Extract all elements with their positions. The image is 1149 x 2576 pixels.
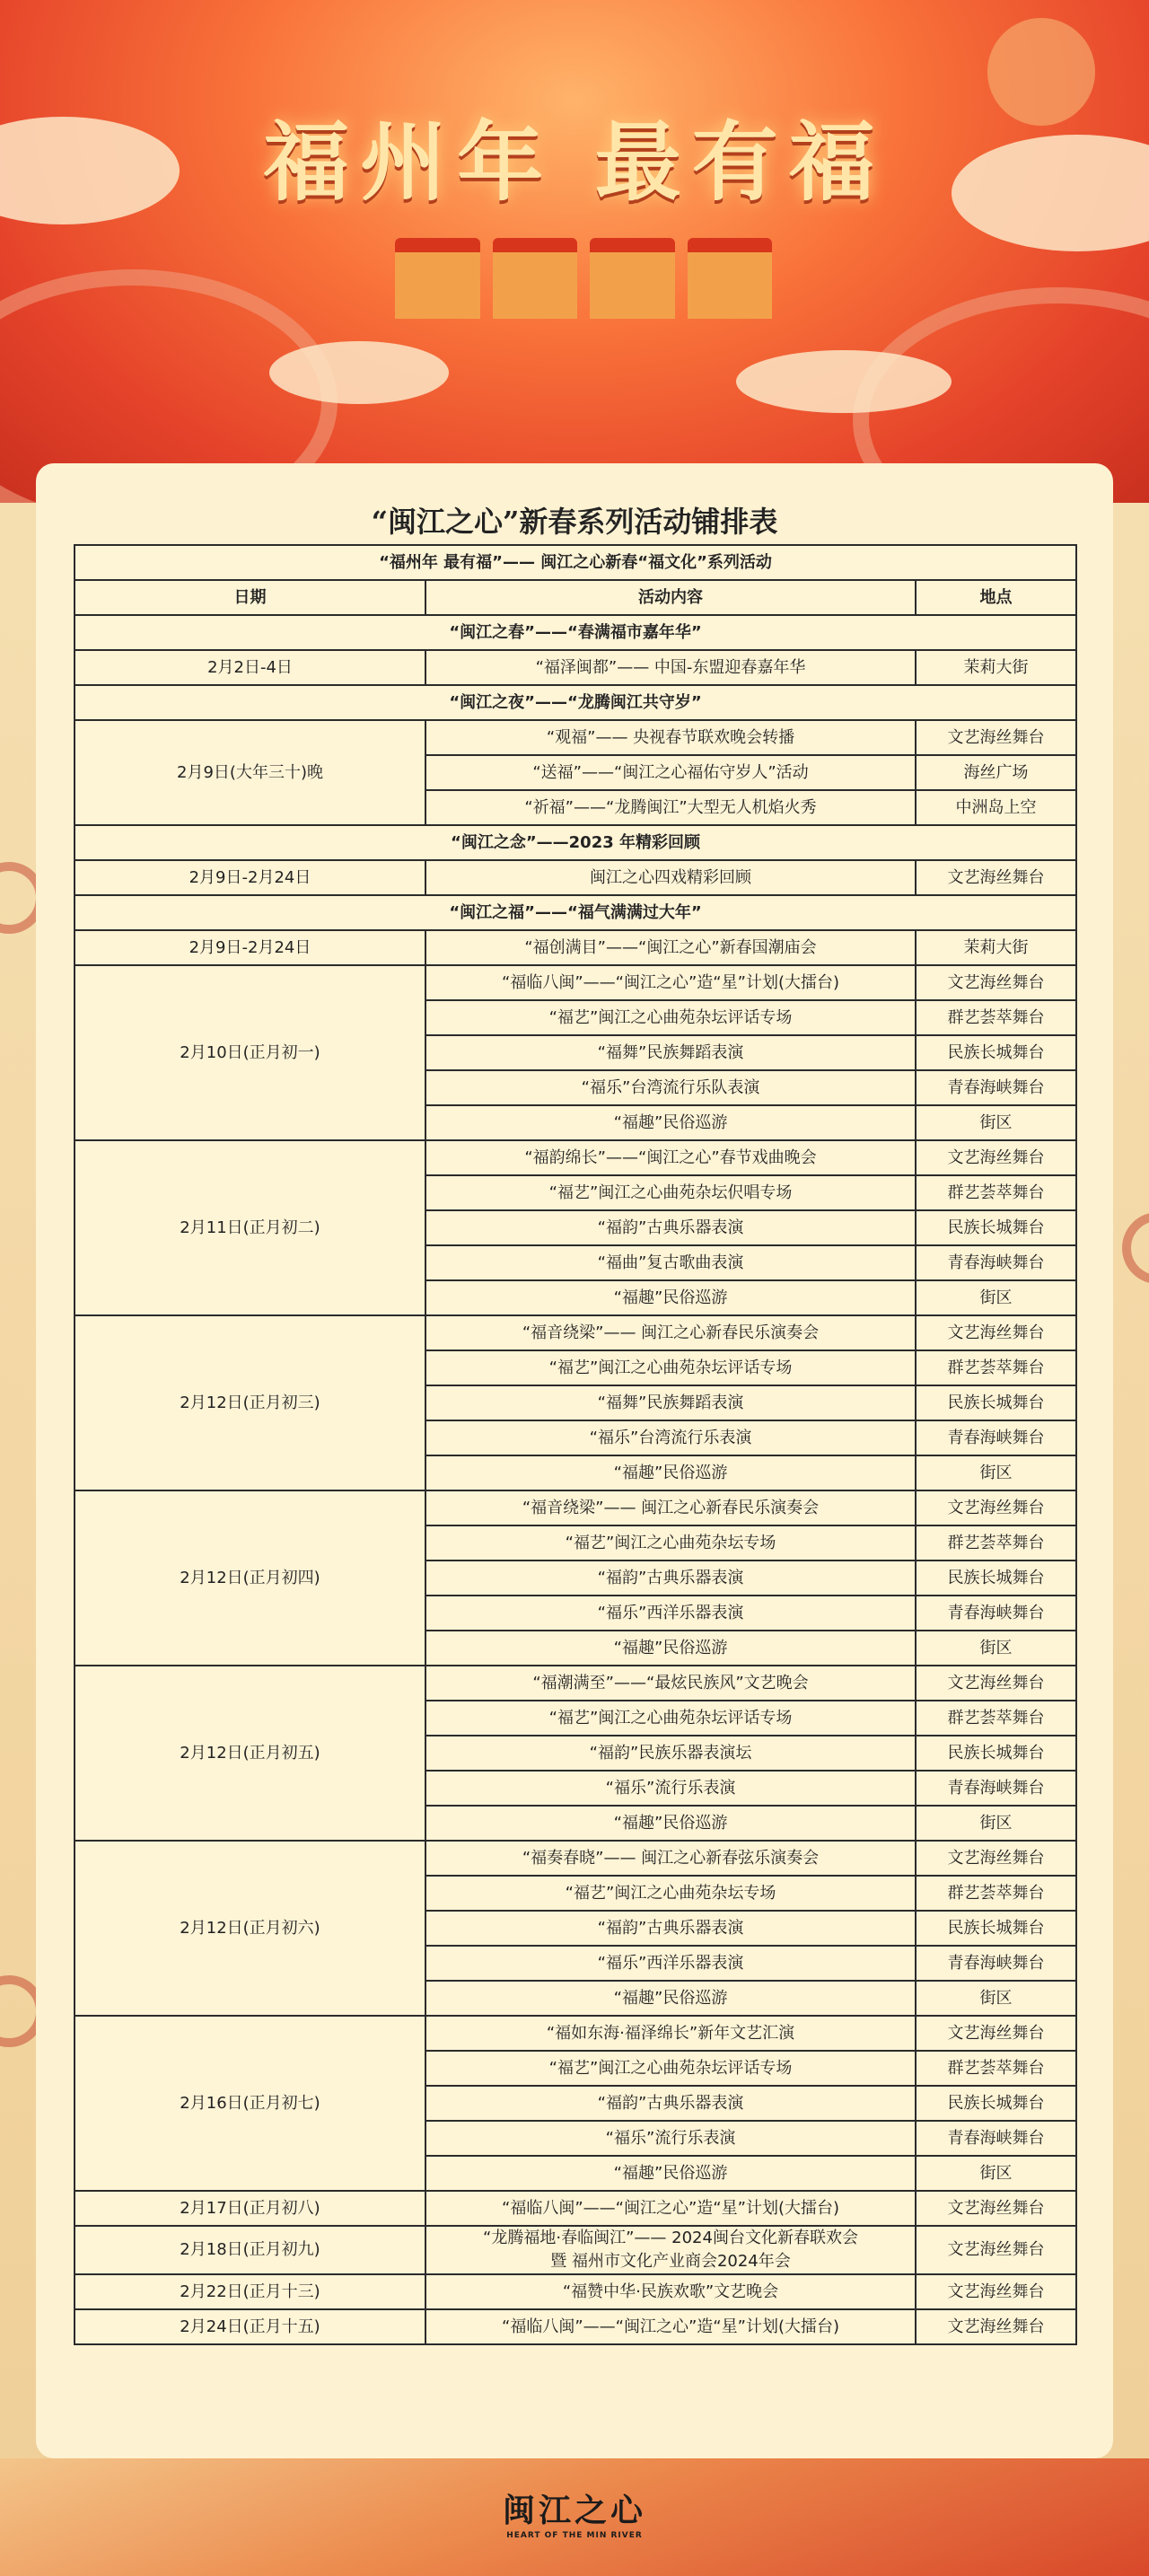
activity-cell: “福乐”台湾流行乐表演 [425, 1420, 916, 1455]
table-row [75, 2226, 1076, 2274]
activity-cell: “祈福”——“龙腾闽江”大型无人机焰火秀 [425, 790, 916, 825]
activity-cell: “福泽闽都”—— 中国-东盟迎春嘉年华 [425, 650, 916, 685]
cloud-decoration [736, 350, 952, 413]
venue-cell: 文艺海丝舞台 [916, 2226, 1076, 2274]
date-cell: 2月18日(正月初九) [75, 2226, 425, 2274]
activity-cell: 闽江之心四戏精彩回顾 [425, 860, 916, 895]
venue-cell: 群艺荟萃舞台 [916, 1525, 1076, 1561]
activity-cell: “福创满目”——“闽江之心”新春国潮庙会 [425, 930, 916, 965]
venue-cell: 青春海峡舞台 [916, 1245, 1076, 1280]
schedule-table [74, 544, 1077, 2345]
activity-cell: “福乐”西洋乐器表演 [425, 1946, 916, 1981]
brand-logo [0, 2485, 1149, 2540]
venue-cell: 街区 [916, 1631, 1076, 1666]
venue-cell: 街区 [916, 1105, 1076, 1140]
activity-cell: “福趣”民俗巡游 [425, 1631, 916, 1666]
venue-cell: 文艺海丝舞台 [916, 1140, 1076, 1175]
date-cell: 2月10日(正月初一) [75, 965, 425, 1140]
date-cell: 2月24日(正月十五) [75, 2309, 425, 2344]
venue-cell: 群艺荟萃舞台 [916, 1175, 1076, 1210]
venue-cell: 街区 [916, 1806, 1076, 1841]
venue-cell: 文艺海丝舞台 [916, 1666, 1076, 1701]
venue-cell: 街区 [916, 1981, 1076, 2016]
venue-cell: 群艺荟萃舞台 [916, 1000, 1076, 1035]
activity-cell: “送福”——“闽江之心福佑守岁人”活动 [425, 755, 916, 790]
date-cell: 2月12日(正月初六) [75, 1841, 425, 2016]
activity-cell: “福趣”民俗巡游 [425, 1280, 916, 1315]
activity-cell: “福韵”民族乐器表演坛 [425, 1736, 916, 1771]
section-heading: “闽江之福”——“福气满满过大年” [75, 895, 1076, 930]
market-stalls-illustration [395, 238, 772, 319]
activity-cell: “福韵绵长”——“闽江之心”春节戏曲晚会 [425, 1140, 916, 1175]
venue-cell: 文艺海丝舞台 [916, 1315, 1076, 1350]
activity-cell: “福舞”民族舞蹈表演 [425, 1035, 916, 1070]
table-row [75, 930, 1076, 965]
section-heading: “闽江之春”——“春满福市嘉年华” [75, 615, 1076, 650]
activity-cell: “福韵”古典乐器表演 [425, 2086, 916, 2121]
venue-cell: 文艺海丝舞台 [916, 1841, 1076, 1876]
venue-cell: 文艺海丝舞台 [916, 2191, 1076, 2226]
date-cell: 2月9日-2月24日 [75, 860, 425, 895]
table-row [75, 2191, 1076, 2226]
banner-title: 福州年 最有福 [263, 111, 886, 213]
activity-cell: “福韵”古典乐器表演 [425, 1561, 916, 1596]
section-heading-row [75, 615, 1076, 650]
venue-cell: 青春海峡舞台 [916, 2121, 1076, 2156]
venue-cell: 街区 [916, 2156, 1076, 2191]
table-row [75, 1315, 1076, 1350]
venue-cell: 民族长城舞台 [916, 1385, 1076, 1420]
table-row [75, 1490, 1076, 1525]
activity-cell: “福音绕梁”—— 闽江之心新春民乐演奏会 [425, 1315, 916, 1350]
section-heading-row [75, 895, 1076, 930]
activity-cell: “福趣”民俗巡游 [425, 1981, 916, 2016]
date-cell: 2月9日-2月24日 [75, 930, 425, 965]
activity-cell: “福乐”流行乐表演 [425, 2121, 916, 2156]
activity-cell: “福音绕梁”—— 闽江之心新春民乐演奏会 [425, 1490, 916, 1525]
date-cell: 2月16日(正月初七) [75, 2016, 425, 2191]
venue-cell: 民族长城舞台 [916, 1035, 1076, 1070]
venue-cell: 民族长城舞台 [916, 1911, 1076, 1946]
table-row [75, 2309, 1076, 2344]
venue-cell: 青春海峡舞台 [916, 1946, 1076, 1981]
venue-cell: 群艺荟萃舞台 [916, 2051, 1076, 2086]
section-heading: “闽江之夜”——“龙腾闽江共守岁” [75, 685, 1076, 720]
venue-cell: 文艺海丝舞台 [916, 965, 1076, 1000]
activity-cell: “福如东海·福泽绵长”新年文艺汇演 [425, 2016, 916, 2051]
decorative-swirl [1122, 1212, 1149, 1284]
activity-cell: “福艺”闽江之心曲苑杂坛伬唱专场 [425, 1175, 916, 1210]
venue-cell: 茉莉大街 [916, 930, 1076, 965]
activity-cell: “福临八闽”——“闽江之心”造“星”计划(大擂台) [425, 2191, 916, 2226]
date-cell: 2月11日(正月初二) [75, 1140, 425, 1315]
activity-cell: “福趣”民俗巡游 [425, 1455, 916, 1490]
series-title: “福州年 最有福”—— 闽江之心新春“福文化”系列活动 [75, 545, 1076, 580]
date-cell: 2月2日-4日 [75, 650, 425, 685]
venue-cell: 青春海峡舞台 [916, 1070, 1076, 1105]
venue-cell: 青春海峡舞台 [916, 1420, 1076, 1455]
series-title-row [75, 545, 1076, 580]
footer [0, 2458, 1149, 2576]
venue-cell: 群艺荟萃舞台 [916, 1701, 1076, 1736]
activity-cell: “福韵”古典乐器表演 [425, 1911, 916, 1946]
venue-cell: 海丝广场 [916, 755, 1076, 790]
activity-cell: “福趣”民俗巡游 [425, 1105, 916, 1140]
table-row [75, 2274, 1076, 2309]
table-row [75, 720, 1076, 755]
activity-cell: “福艺”闽江之心曲苑杂坛评话专场 [425, 2051, 916, 2086]
venue-cell: 群艺荟萃舞台 [916, 1350, 1076, 1385]
venue-cell: 民族长城舞台 [916, 1736, 1076, 1771]
activity-cell: “福乐”流行乐表演 [425, 1771, 916, 1806]
table-row [75, 650, 1076, 685]
venue-cell: 文艺海丝舞台 [916, 2309, 1076, 2344]
activity-cell: “福潮满至”——“最炫民族风”文艺晚会 [425, 1666, 916, 1701]
activity-cell: “福曲”复古歌曲表演 [425, 1245, 916, 1280]
venue-cell: 青春海峡舞台 [916, 1771, 1076, 1806]
section-heading: “闽江之念”——2023 年精彩回顾 [75, 825, 1076, 860]
section-heading-row [75, 825, 1076, 860]
venue-cell: 文艺海丝舞台 [916, 2274, 1076, 2309]
activity-cell: “福临八闽”——“闽江之心”造“星”计划(大擂台) [425, 2309, 916, 2344]
venue-cell: 中洲岛上空 [916, 790, 1076, 825]
activity-cell: “福乐”西洋乐器表演 [425, 1596, 916, 1631]
activity-cell: “福舞”民族舞蹈表演 [425, 1385, 916, 1420]
venue-cell: 街区 [916, 1455, 1076, 1490]
column-header-venue: 地点 [916, 580, 1076, 615]
activity-cell: “福艺”闽江之心曲苑杂坛专场 [425, 1876, 916, 1911]
date-cell: 2月12日(正月初三) [75, 1315, 425, 1490]
date-cell: 2月12日(正月初五) [75, 1666, 425, 1841]
header-banner [0, 0, 1149, 503]
venue-cell: 群艺荟萃舞台 [916, 1876, 1076, 1911]
venue-cell: 茉莉大街 [916, 650, 1076, 685]
venue-cell: 文艺海丝舞台 [916, 2016, 1076, 2051]
table-row [75, 1841, 1076, 1876]
activity-cell: “福趣”民俗巡游 [425, 1806, 916, 1841]
table-row [75, 1140, 1076, 1175]
venue-cell: 文艺海丝舞台 [916, 860, 1076, 895]
column-header-activity: 活动内容 [425, 580, 916, 615]
table-row [75, 2016, 1076, 2051]
activity-cell: “福艺”闽江之心曲苑杂坛专场 [425, 1525, 916, 1561]
venue-cell: 文艺海丝舞台 [916, 720, 1076, 755]
activity-cell: “福奏春晓”—— 闽江之心新春弦乐演奏会 [425, 1841, 916, 1876]
cloud-decoration [269, 341, 449, 404]
date-cell: 2月12日(正月初四) [75, 1490, 425, 1666]
table-row [75, 1666, 1076, 1701]
venue-cell: 文艺海丝舞台 [916, 1490, 1076, 1525]
section-heading-row [75, 685, 1076, 720]
activity-cell: “福艺”闽江之心曲苑杂坛评话专场 [425, 1000, 916, 1035]
activity-cell: “福韵”古典乐器表演 [425, 1210, 916, 1245]
document-title: “闽江之心”新春系列活动铺排表 [371, 505, 778, 539]
venue-cell: 街区 [916, 1280, 1076, 1315]
logo-text: 闽江之心 [502, 2492, 646, 2529]
venue-cell: 青春海峡舞台 [916, 1596, 1076, 1631]
activity-cell: “龙腾福地·春临闽江”—— 2024闽台文化新春联欢会 暨 福州市文化产业商会2024年会 [425, 2226, 916, 2274]
venue-cell: 民族长城舞台 [916, 1561, 1076, 1596]
column-header-date: 日期 [75, 580, 425, 615]
activity-cell: “福临八闽”——“闽江之心”造“星”计划(大擂台) [425, 965, 916, 1000]
activity-cell: “福赞中华·民族欢歌”文艺晚会 [425, 2274, 916, 2309]
activity-cell: “福艺”闽江之心曲苑杂坛评话专场 [425, 1350, 916, 1385]
table-row [75, 860, 1076, 895]
activity-cell: “福乐”台湾流行乐队表演 [425, 1070, 916, 1105]
logo-subtitle: HEART OF THE MIN RIVER [506, 2531, 643, 2540]
venue-cell: 民族长城舞台 [916, 1210, 1076, 1245]
date-cell: 2月22日(正月十三) [75, 2274, 425, 2309]
activity-cell: “观福”—— 央视春节联欢晚会转播 [425, 720, 916, 755]
date-cell: 2月9日(大年三十)晚 [75, 720, 425, 825]
schedule-card [36, 463, 1113, 2458]
header-row [75, 580, 1076, 615]
activity-cell: “福趣”民俗巡游 [425, 2156, 916, 2191]
activity-cell: “福艺”闽江之心曲苑杂坛评话专场 [425, 1701, 916, 1736]
venue-cell: 民族长城舞台 [916, 2086, 1076, 2121]
date-cell: 2月17日(正月初八) [75, 2191, 425, 2226]
table-row [75, 965, 1076, 1000]
